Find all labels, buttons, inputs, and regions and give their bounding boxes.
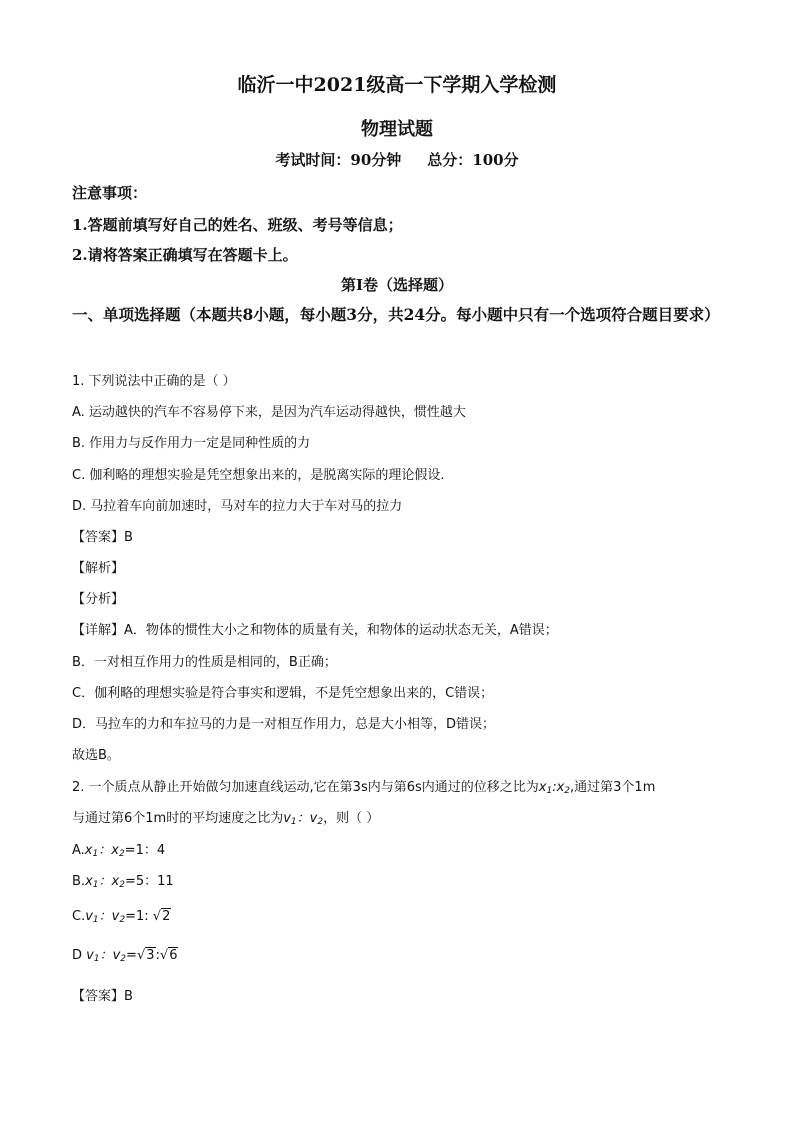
q1-stem: 1. 下列说法中正确的是（ ） xyxy=(72,374,236,389)
volume-heading: 第I卷（选择题） xyxy=(340,276,454,294)
q2-option-a-label: A. xyxy=(72,843,85,858)
q1-detail-c: C．伽利略的理想实验是符合事实和逻辑，不是凭空想象出来的，C错误； xyxy=(72,686,494,701)
sqrt-2: √2 xyxy=(152,909,171,924)
q2-option-c xyxy=(72,905,171,925)
q2-option-a xyxy=(72,839,165,859)
q2-option-b xyxy=(72,870,174,890)
math-x1x2: $x_1:x_2$ xyxy=(538,780,571,796)
q2-stem-line1 xyxy=(72,776,655,796)
q2-option-d: D $v_1$：$v_2=√3:√6$ xyxy=(72,948,178,964)
q2-option-a-value: =1：4 xyxy=(124,843,166,858)
notes-item-1: 1.答题前填写好自己的姓名、班级、考号等信息； xyxy=(72,216,403,234)
q1-detail-d: D．马拉车的力和车拉马的力是一对相互作用力，总是大小相等，D错误； xyxy=(72,717,496,732)
math-x1-x2: $x_1$：$x_2$ xyxy=(84,843,125,859)
q2-option-d-label: D xyxy=(72,948,83,963)
notes-heading: 注意事项： xyxy=(72,184,148,202)
q2-option-c-label: C. xyxy=(72,909,86,924)
q2-stem-text-3: 与通过第6个1m时的平均速度之比为 xyxy=(72,811,284,826)
exam-time: 考试时间：90分钟 xyxy=(275,151,402,169)
q1-detail-b: B．一对相互作用力的性质是相同的，B正确； xyxy=(72,655,337,670)
q1-answer: 【答案】B xyxy=(72,530,133,545)
math-x1-x2: $x_1$：$x_2$ xyxy=(85,874,125,890)
exam-score: 总分：100分 xyxy=(427,151,519,169)
math-v1v2: $v_1$：$v_2$ xyxy=(283,811,324,827)
q2-answer: 【答案】B xyxy=(72,989,133,1004)
q2-option-c-value: =1: xyxy=(125,909,149,924)
sqrt-6: √6 xyxy=(159,948,178,963)
q1-option-d: D. 马拉着车向前加速时，马对车的拉力大于车对马的拉力 xyxy=(72,499,403,514)
section-heading: 一、单项选择题（本题共8小题，每小题3分，共24分。每小题中只有一个选项符合题目要求） xyxy=(72,305,720,324)
math-v1-v2: $v_1$：$v_2$ xyxy=(86,948,127,964)
subject-title: 物理试题 xyxy=(361,119,433,140)
q1-analysis-label: 【解析】 xyxy=(72,561,125,576)
q1-fenxi-label: 【分析】 xyxy=(72,592,125,607)
q1-option-b: B. 作用力与反作用力一定是同种性质的力 xyxy=(72,436,311,451)
q2-stem-line2 xyxy=(72,807,379,827)
q1-option-c: C. 伽利略的理想实验是凭空想象出来的，是脱离实际的理论假设. xyxy=(72,468,445,483)
q2-option-b-label: B. xyxy=(72,874,86,889)
exam-info xyxy=(0,149,794,170)
q1-detail: 【详解】A．物体的惯性大小之和物体的质量有关，和物体的运动状态无关，A错误； xyxy=(72,623,558,638)
q2-stem-text-4: ，则（ ） xyxy=(323,811,380,826)
notes-item-2: 2.请将答案正确填写在答题卡上。 xyxy=(72,246,298,264)
page-title: 临沂一中2021级高一下学期入学检测 xyxy=(237,74,557,96)
q1-conclusion: 故选B。 xyxy=(72,748,120,763)
q2-option-b-value: =5：11 xyxy=(124,874,174,889)
math-v1-v2: $v_1$：$v_2$ xyxy=(85,909,126,925)
sqrt-3: √3 xyxy=(136,948,155,963)
q2-stem-text-1: 2. 一个质点从静止开始做匀加速直线运动,它在第3s内与第6s内通过的位移之比为 xyxy=(72,780,539,795)
q2-stem-text-2: ,通过第3个1m xyxy=(570,780,656,795)
q1-option-a: A. 运动越快的汽车不容易停下来，是因为汽车运动得越快，惯性越大 xyxy=(72,405,466,420)
